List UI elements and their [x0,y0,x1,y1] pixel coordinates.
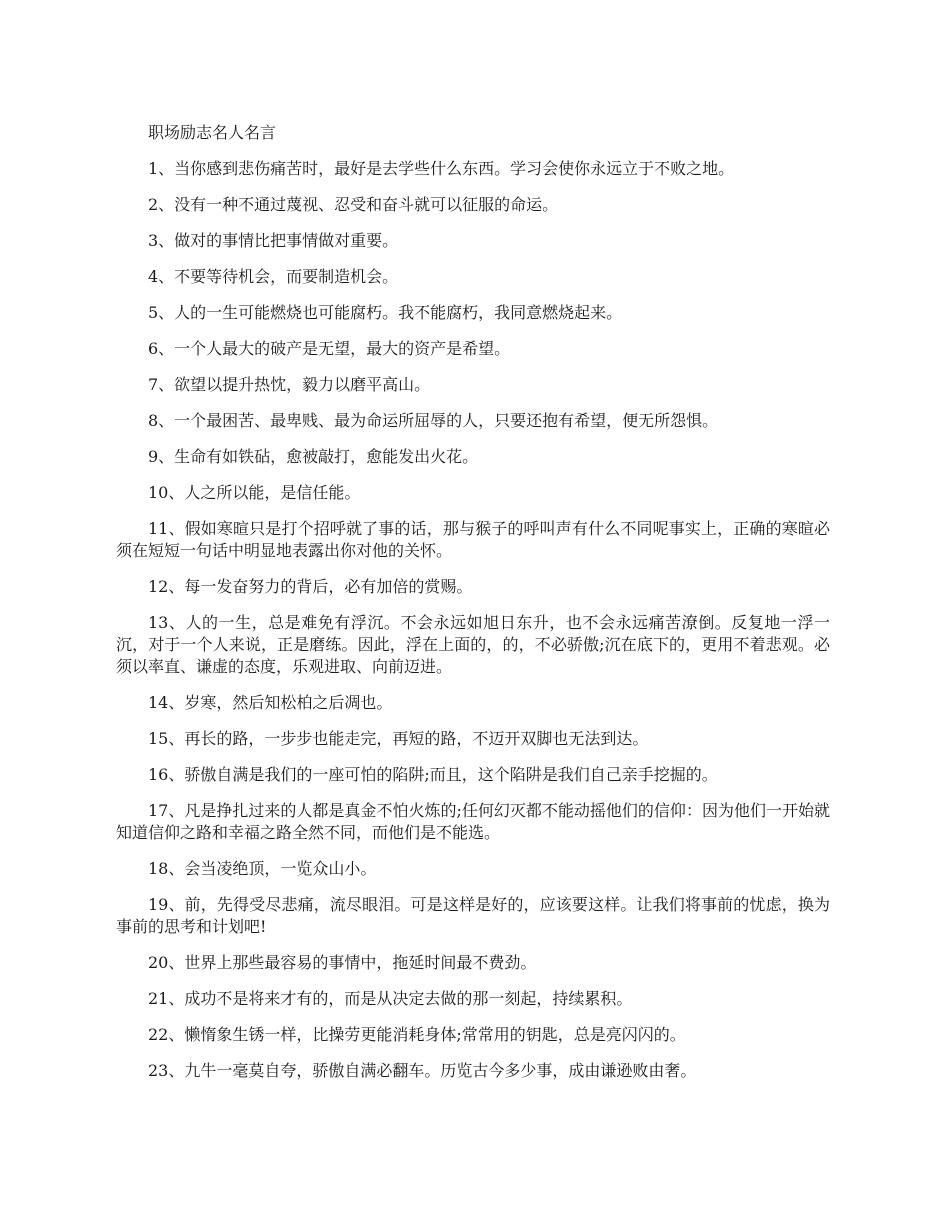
quote-item-1: 1、当你感到悲伤痛苦时，最好是去学些什么东西。学习会使你永远立于不败之地。 [148,159,735,178]
quote-item-10: 10、人之所以能，是信任能。 [148,483,361,502]
quote-item-8: 8、一个最困苦、最卑贱、最为命运所屈辱的人，只要还抱有希望，便无所怨惧。 [148,411,719,430]
document-body [116,122,830,1096]
quote-item-15: 15、再长的路，一步步也能走完，再短的路，不迈开双脚也无法到达。 [148,729,649,748]
quote-item-11: 11、假如寒暄只是打个招呼就了事的话，那与猴子的呼叫声有什么不同呢事实上，正确的寒暄必须在短短一句话中明显地表露出你对他的关怀。 [116,519,830,560]
quote-item-6: 6、一个人最大的破产是无望，最大的资产是希望。 [148,339,511,358]
quote-item-18: 18、会当凌绝顶，一览众山小。 [148,859,377,878]
quote-item-5: 5、人的一生可能燃烧也可能腐朽。我不能腐朽，我同意燃烧起来。 [148,303,623,322]
quote-item-13: 13、人的一生，总是难免有浮沉。不会永远如旭日东升，也不会永远痛苦潦倒。反复地一浮一沉，对于一个人来说，正是磨练。因此，浮在上面的，的，不必骄傲;沉在底下的，更用不着悲观。必须以率直、谦虚的态度，乐观进取、向前迈进。 [116,613,830,676]
quote-item-9: 9、生命有如铁砧，愈被敲打，愈能发出火花。 [148,447,479,466]
quote-item-20: 20、世界上那些最容易的事情中，拖延时间最不费劲。 [148,953,537,972]
quote-item-22: 22、懒惰象生锈一样，比操劳更能消耗身体;常常用的钥匙，总是亮闪闪的。 [148,1025,686,1044]
document-title: 职场励志名人名言 [148,123,277,142]
quote-item-16: 16、骄傲自满是我们的一座可怕的陷阱;而且，这个陷阱是我们自己亲手挖掘的。 [148,765,718,784]
quote-item-23: 23、九牛一毫莫自夸，骄傲自满必翻车。历览古今多少事，成由谦逊败由奢。 [148,1061,697,1080]
quote-item-21: 21、成功不是将来才有的，而是从决定去做的那一刻起，持续累积。 [148,989,633,1008]
quote-item-17: 17、凡是挣扎过来的人都是真金不怕火炼的;任何幻灭都不能动摇他们的信仰：因为他们一开始就知道信仰之路和幸福之路全然不同，而他们是不能选。 [116,801,830,842]
quote-item-14: 14、岁寒，然后知松柏之后凋也。 [148,693,393,712]
quote-item-19: 19、前，先得受尽悲痛，流尽眼泪。可是这样是好的，应该要这样。让我们将事前的忧虑，换为事前的思考和计划吧! [116,895,830,936]
quote-item-2: 2、没有一种不通过蔑视、忍受和奋斗就可以征服的命运。 [148,195,559,214]
quote-item-4: 4、不要等待机会，而要制造机会。 [148,267,399,286]
quote-item-3: 3、做对的事情比把事情做对重要。 [148,231,399,250]
quote-item-12: 12、每一发奋努力的背后，必有加倍的赏赐。 [148,577,473,596]
quote-item-7: 7、欲望以提升热忱，毅力以磨平高山。 [148,375,431,394]
